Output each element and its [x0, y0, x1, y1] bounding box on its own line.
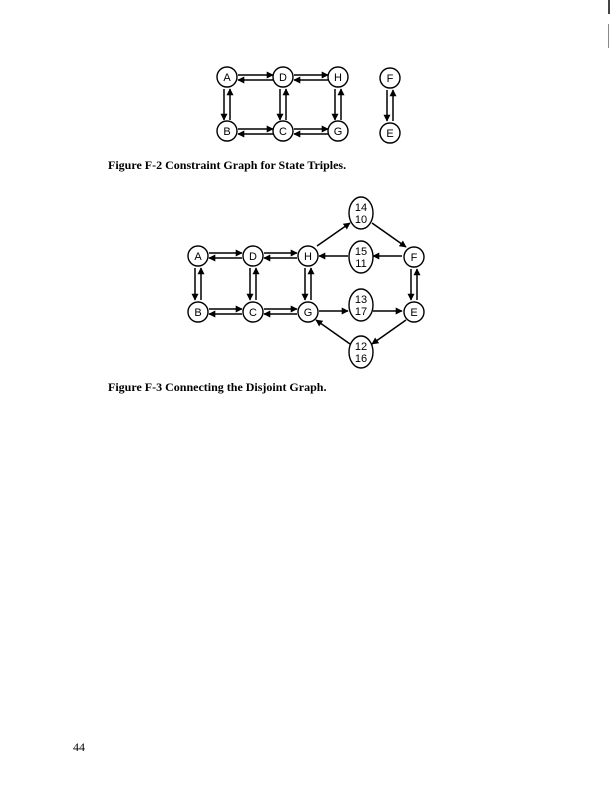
f2-node-e: [380, 123, 400, 143]
scan-edge-mark: [608, 24, 609, 48]
f3-node-12-16-line1: 12: [354, 341, 368, 353]
f3-node-14-10-line1: 14: [354, 202, 368, 214]
f2-node-c-label: C: [279, 126, 287, 138]
f3-node-e-label: E: [410, 307, 418, 319]
figure-f3-nodes: [188, 197, 424, 368]
f2-node-f-label: F: [386, 73, 394, 85]
figure-f3-edges: [195, 223, 417, 344]
f3-node-a-label: A: [194, 251, 202, 263]
f3-node-c-label: C: [249, 307, 257, 319]
f3-edge-1216-g: [316, 320, 350, 344]
f3-edge-h-1410: [317, 223, 350, 246]
f3-edge-e-1216: [372, 320, 406, 344]
f3-node-13-17-line1: 13: [354, 294, 368, 306]
f3-node-d: [243, 246, 263, 266]
f2-node-f: [380, 68, 400, 88]
f3-edge-1410-f: [372, 223, 406, 247]
f3-node-14-10: [349, 197, 373, 229]
f2-node-a: [217, 67, 237, 87]
f2-node-d: [273, 67, 293, 87]
f3-node-14-10-line2: 10: [354, 214, 368, 226]
f2-node-h-label: H: [334, 72, 342, 84]
f3-node-g: [298, 302, 318, 322]
page-number: 44: [73, 740, 85, 754]
figure-f2-nodes: [217, 67, 400, 143]
f3-node-f: [404, 247, 424, 267]
f2-node-h: [328, 67, 348, 87]
figure-f3-caption: Figure F-3 Connecting the Disjoint Graph.: [108, 380, 327, 394]
f2-node-b: [217, 121, 237, 141]
f3-node-h: [298, 246, 318, 266]
f3-node-15-11-line2: 11: [355, 258, 367, 270]
f3-node-b: [188, 302, 208, 322]
f3-node-c: [243, 302, 263, 322]
f3-node-13-17: [349, 289, 373, 321]
f2-node-a-label: A: [223, 72, 231, 84]
f3-node-13-17-line2: 17: [354, 306, 368, 318]
f3-node-b-label: B: [194, 307, 202, 319]
f2-node-g-label: G: [333, 126, 343, 138]
figure-f2-edges: [224, 75, 393, 134]
f2-node-g: [328, 121, 348, 141]
figure-f2-caption: Figure F-2 Constraint Graph for State Triples.: [108, 158, 347, 172]
f3-node-d-label: D: [249, 251, 257, 263]
f2-node-c: [273, 121, 293, 141]
f3-node-h-label: H: [304, 251, 312, 263]
f3-node-12-16-line2: 16: [354, 353, 368, 365]
f3-node-f-label: F: [410, 252, 418, 264]
f2-node-b-label: B: [223, 126, 231, 138]
f2-node-d-label: D: [279, 72, 287, 84]
f3-node-15-11: [349, 241, 373, 273]
f3-node-15-11-line1: 15: [354, 246, 368, 258]
f2-node-e-label: E: [386, 128, 394, 140]
f3-node-12-16: [349, 336, 373, 368]
f3-node-a: [188, 246, 208, 266]
f3-node-e: [404, 302, 424, 322]
scan-edge-mark: [608, 0, 610, 14]
f3-node-g-label: G: [303, 307, 313, 319]
